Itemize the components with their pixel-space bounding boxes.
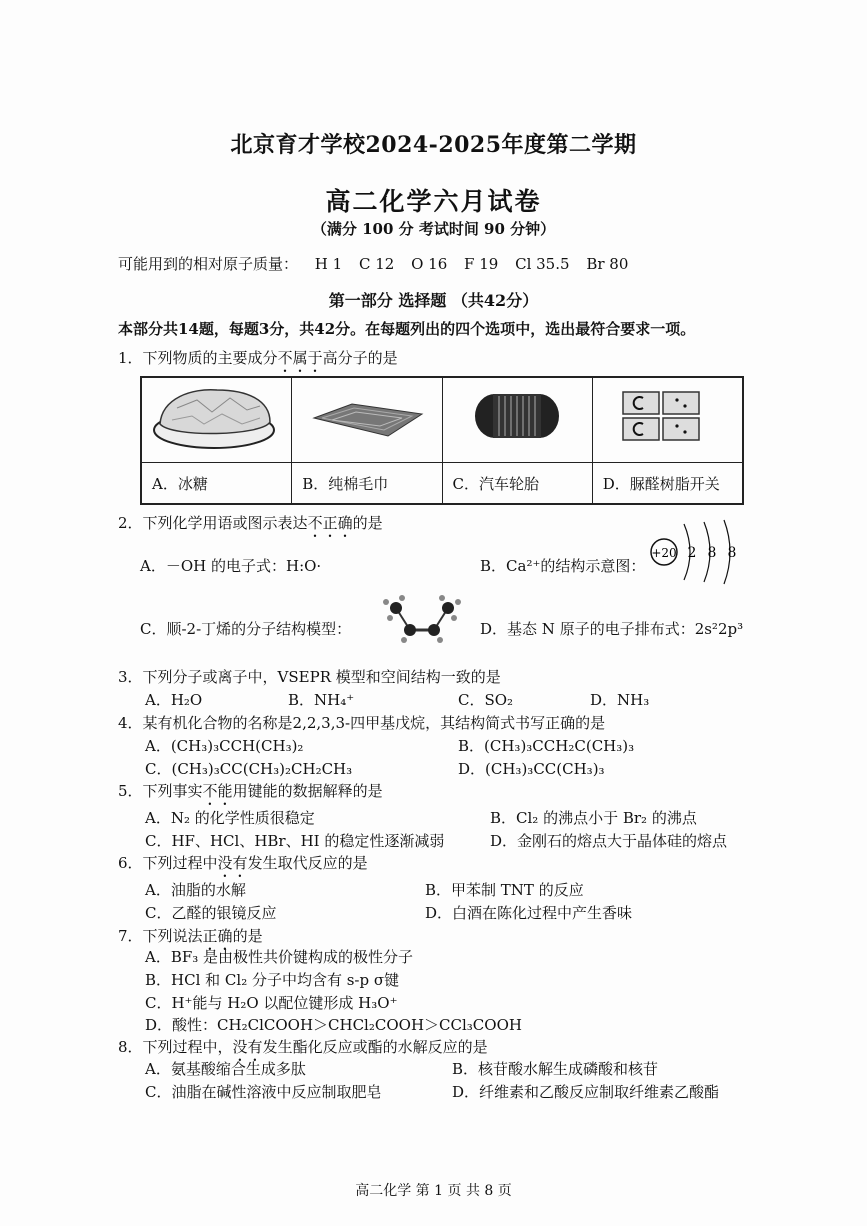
atomic-masses-label: 可能用到的相对原子质量：: [118, 255, 299, 273]
q5-text-end: 用键能的数据解释的是: [232, 782, 383, 800]
q8-emphasis: 没有: [232, 1038, 263, 1056]
mass-item: Br 80: [586, 255, 629, 273]
q1-emphasis: 不属于: [277, 349, 323, 367]
q4-option-a: A．(CH₃)₃CCH(CH₃)₂: [145, 737, 304, 755]
mass-item: F 19: [464, 255, 499, 273]
exam-info: （满分 100 分 考试时间 90 分钟）: [311, 220, 556, 238]
mass-item: Cl 35.5: [515, 255, 570, 273]
q6-option-a: A．油脂的水解: [145, 881, 246, 899]
q2-option-a: [140, 555, 321, 576]
mass-item: O 16: [411, 255, 448, 273]
q6-option-b: B．甲苯制 TNT 的反应: [425, 881, 584, 899]
q7-option-a: A．BF₃ 是由极性共价键构成的极性分子: [145, 948, 414, 966]
q6-option-d: D．白酒在陈化过程中产生香味: [425, 904, 633, 922]
q4-stem: 4．某有机化合物的名称是2,2,3,3-四甲基戊烷，其结构简式书写正确的是: [118, 714, 606, 732]
q8-text: 8．下列过程中，: [118, 1038, 233, 1056]
q5-option-b: B．Cl₂ 的沸点小于 Br₂ 的沸点: [490, 809, 697, 827]
q2-option-b: B．Ca²⁺的结构示意图：: [480, 557, 646, 575]
car-tire-image: [443, 378, 592, 458]
q2-number: 2．: [118, 514, 143, 532]
mass-item: H 1: [314, 255, 343, 273]
q2-option-a-text: A．－OH 的电子式：: [140, 557, 286, 575]
q2-text: 下列化学用语或图示表达: [142, 514, 308, 532]
q3-option-c: C．SO₂: [458, 691, 514, 709]
q6-text-end: 发生取代反应的是: [247, 854, 368, 872]
part1-intro: 本部分共14题，每题3分，共42分。在每题列出的四个选项中，选出最符合要求一项。: [118, 320, 696, 338]
q8-option-d: D．纤维素和乙酸反应制取纤维素乙酸酯: [452, 1083, 720, 1101]
cis-2-butene-model: [380, 594, 464, 644]
q1-option-d: D．脲醛树脂开关: [592, 463, 743, 505]
cotton-towel-image: [292, 378, 441, 458]
q5-option-c: C．HF、HCl、HBr、HI 的稳定性逐渐减弱: [145, 832, 445, 850]
q1-image-c: [442, 377, 592, 463]
q7-text: 7．下列说法: [118, 927, 203, 945]
q5-option-a: A．N₂ 的化学性质很稳定: [145, 809, 315, 827]
q1-image-b: [292, 377, 442, 463]
q7-option-c: C．H⁺能与 H₂O 以配位键形成 H₃O⁺: [145, 994, 398, 1012]
q1-options-table: [140, 376, 744, 505]
q5-emphasis: 不能: [202, 782, 233, 800]
q1-text: 下列物质的主要成分: [142, 349, 278, 367]
q8-option-a: A．氨基酸缩合生成多肽: [145, 1060, 306, 1078]
urea-resin-switch-image: [593, 378, 742, 458]
q6-stem: [118, 852, 368, 881]
q1-option-c: C．汽车轮胎: [442, 463, 592, 505]
q3-option-a: A．H₂O: [145, 691, 203, 709]
q1-number: 1．: [118, 349, 143, 367]
q2-stem: [118, 512, 383, 541]
mass-item: C 12: [358, 255, 395, 273]
q1-option-a: A．冰糖: [141, 463, 292, 505]
ca-ion-structure-diagram: [648, 516, 740, 588]
ca-nucleus-label: +20: [651, 546, 677, 560]
q2-text-end: 的是: [352, 514, 383, 532]
q5-stem: [118, 780, 383, 809]
q6-emphasis: 没有: [217, 854, 248, 872]
exam-title: 高二化学六月试卷: [325, 187, 542, 216]
q5-text: 5．下列事实: [118, 782, 203, 800]
exam-school-title: 北京育才学校2024-2025年度第二学期: [230, 132, 637, 158]
q4-option-b: B．(CH₃)₃CCH₂C(CH₃)₃: [458, 737, 635, 755]
q6-text: 6．下列过程中: [118, 854, 218, 872]
q7-text-end: 的是: [232, 927, 263, 945]
page-footer: 高二化学 第 1 页 共 8 页: [355, 1183, 512, 1199]
shell-1-count: 2: [687, 545, 697, 561]
q8-option-c: C．油脂在碱性溶液中反应制取肥皂: [145, 1083, 382, 1101]
q2-option-d: D．基态 N 原子的电子排布式：2s²2p³: [480, 620, 744, 638]
q1-text-end: 高分子的是: [322, 349, 398, 367]
q1-image-a: [141, 377, 292, 463]
q7-option-b: B．HCl 和 Cl₂ 分子中均含有 s-p σ键: [145, 971, 400, 989]
shell-2-count: 8: [707, 545, 717, 561]
q7-emphasis: 正确: [202, 927, 233, 945]
q8-text-end: 发生酯化反应或酯的水解反应的是: [262, 1038, 488, 1056]
q3-option-b: B．NH₄⁺: [288, 691, 355, 709]
q6-option-c: C．乙醛的银镜反应: [145, 904, 277, 922]
q8-option-b: B．核苷酸水解生成磷酸和核苷: [452, 1060, 659, 1078]
q1-image-d: [592, 377, 743, 463]
hydroxyl-electron-formula: H:O·: [285, 557, 322, 575]
shell-3-count: 8: [727, 545, 737, 561]
q3-stem: 3．下列分子或离子中，VSEPR 模型和空间结构一致的是: [118, 668, 501, 686]
q4-option-d: D．(CH₃)₃CC(CH₃)₃: [458, 760, 605, 778]
q2-emphasis: 不正确: [307, 514, 353, 532]
q1-option-b: B．纯棉毛巾: [292, 463, 442, 505]
q1-stem: [118, 347, 398, 376]
q3-option-d: D．NH₃: [590, 691, 650, 709]
part1-title: 第一部分 选择题 （共42分）: [328, 291, 539, 310]
q2-option-c: C．顺-2-丁烯的分子结构模型：: [140, 620, 352, 638]
rock-candy-image: [142, 378, 291, 458]
q7-option-d: D．酸性：CH₂ClCOOH＞CHCl₂COOH＞CCl₃COOH: [145, 1016, 522, 1034]
q4-option-c: C．(CH₃)₃CC(CH₃)₂CH₂CH₃: [145, 760, 353, 778]
q5-option-d: D．金刚石的熔点大于晶体硅的熔点: [490, 832, 728, 850]
atomic-masses: [118, 253, 640, 274]
